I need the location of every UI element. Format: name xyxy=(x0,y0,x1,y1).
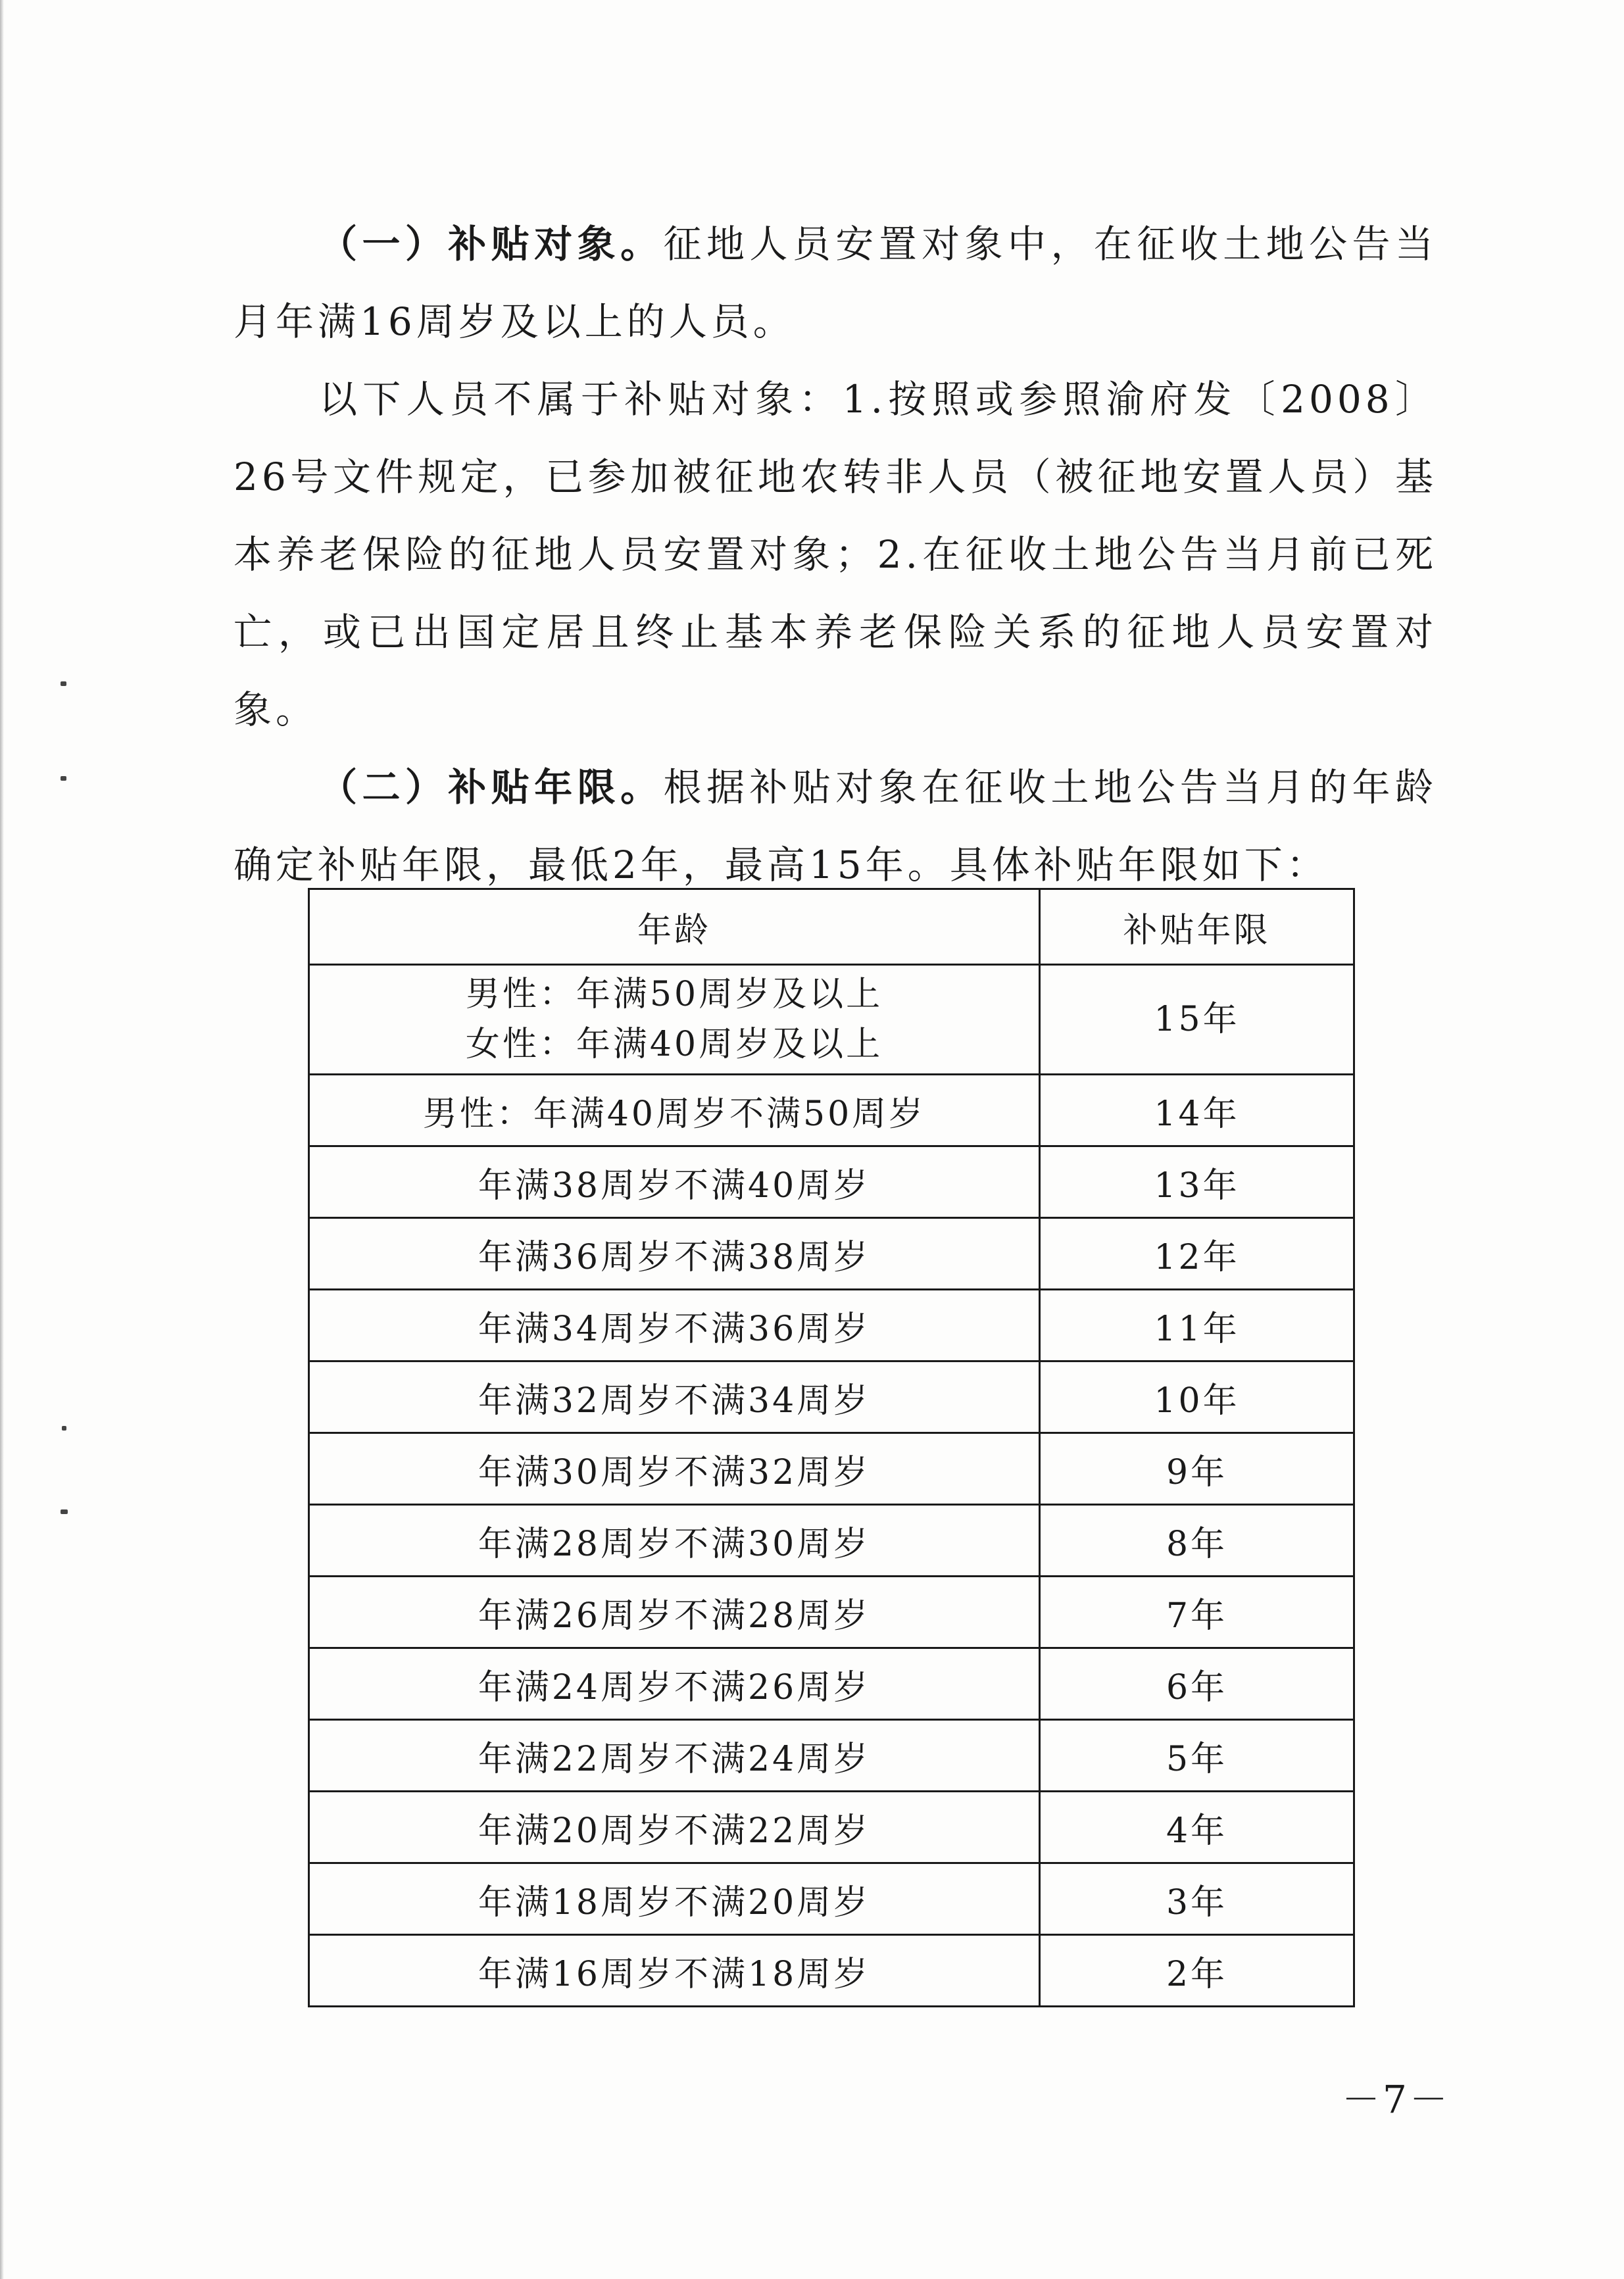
age-cell: 男性：年满40周岁不满50周岁 xyxy=(309,1075,1040,1146)
years-cell: 4年 xyxy=(1040,1792,1354,1863)
years-cell: 12年 xyxy=(1040,1218,1354,1290)
age-cell: 年满28周岁不满30周岁 xyxy=(309,1505,1040,1577)
paragraph-text: 征地人员安置对象中，在征收土地公告当月年满16周岁及以上的人员。 xyxy=(234,222,1437,344)
section-heading: （二）补贴年限。 xyxy=(319,765,664,810)
table-row xyxy=(309,1935,1354,2007)
table-row xyxy=(309,1863,1354,1935)
table-row xyxy=(309,1577,1354,1648)
age-cell: 年满22周岁不满24周岁 xyxy=(309,1720,1040,1792)
age-cell: 年满34周岁不满36周岁 xyxy=(309,1290,1040,1361)
years-cell: 3年 xyxy=(1040,1863,1354,1935)
paragraph-text: 以下人员不属于补贴对象：1.按照或参照渝府发〔2008〕26号文件规定，已参加被征地农转非人员（被征地安置人员）基本养老保险的征地人员安置对象；2.在征收土地公告当月前已死亡，或已出国定居且终止基本养老保险关系的征地人员安置对象。 xyxy=(234,377,1437,732)
table-row xyxy=(309,1218,1354,1290)
paragraph-text: 根据补贴对象在征收土地公告当月的年龄确定补贴年限，最低2年，最高15年。具体补贴年限如下： xyxy=(234,765,1437,887)
years-cell: 14年 xyxy=(1040,1075,1354,1146)
table-row xyxy=(309,1146,1354,1218)
section-heading: （一）补贴对象。 xyxy=(319,222,664,266)
years-cell: 15年 xyxy=(1040,965,1354,1075)
age-cell: 年满16周岁不满18周岁 xyxy=(309,1935,1040,2007)
margin-mark xyxy=(61,681,66,686)
scan-edge xyxy=(0,0,4,2279)
body-text xyxy=(234,205,1437,904)
table-row xyxy=(309,1361,1354,1433)
age-line-male: 男性：年满50周岁及以上 xyxy=(465,975,883,1014)
table-row xyxy=(309,1075,1354,1146)
table-row xyxy=(309,1505,1354,1577)
years-cell: 9年 xyxy=(1040,1433,1354,1505)
years-cell: 10年 xyxy=(1040,1361,1354,1433)
years-cell: 7年 xyxy=(1040,1577,1354,1648)
table-row xyxy=(309,965,1354,1075)
age-cell: 年满32周岁不满34周岁 xyxy=(309,1361,1040,1433)
age-cell: 年满30周岁不满32周岁 xyxy=(309,1433,1040,1505)
margin-mark xyxy=(62,1426,66,1431)
years-cell: 5年 xyxy=(1040,1720,1354,1792)
age-line-female: 女性：年满40周岁及以上 xyxy=(465,1025,883,1064)
table-header-row xyxy=(309,889,1354,965)
table-row xyxy=(309,1792,1354,1863)
table-row xyxy=(309,1290,1354,1361)
subsidy-years-table xyxy=(308,888,1355,2007)
table-row xyxy=(309,1720,1354,1792)
age-cell xyxy=(309,965,1040,1075)
years-cell: 6年 xyxy=(1040,1648,1354,1720)
table-row xyxy=(309,1433,1354,1505)
age-cell: 年满38周岁不满40周岁 xyxy=(309,1146,1040,1218)
margin-mark xyxy=(61,776,66,781)
page-number: －7－ xyxy=(1342,2077,1450,2122)
age-cell: 年满18周岁不满20周岁 xyxy=(309,1863,1040,1935)
age-cell: 年满36周岁不满38周岁 xyxy=(309,1218,1040,1290)
years-cell: 13年 xyxy=(1040,1146,1354,1218)
margin-mark xyxy=(61,1509,68,1514)
age-cell: 年满20周岁不满22周岁 xyxy=(309,1792,1040,1863)
paragraph-subsidy-target xyxy=(234,205,1437,360)
years-cell: 2年 xyxy=(1040,1935,1354,2007)
paragraph-subsidy-years xyxy=(234,748,1437,904)
header-years: 补贴年限 xyxy=(1040,889,1354,965)
age-cell: 年满24周岁不满26周岁 xyxy=(309,1648,1040,1720)
years-cell: 11年 xyxy=(1040,1290,1354,1361)
table-row xyxy=(309,1648,1354,1720)
age-cell: 年满26周岁不满28周岁 xyxy=(309,1577,1040,1648)
years-cell: 8年 xyxy=(1040,1505,1354,1577)
paragraph-exclusions xyxy=(234,360,1437,748)
header-age: 年龄 xyxy=(309,889,1040,965)
